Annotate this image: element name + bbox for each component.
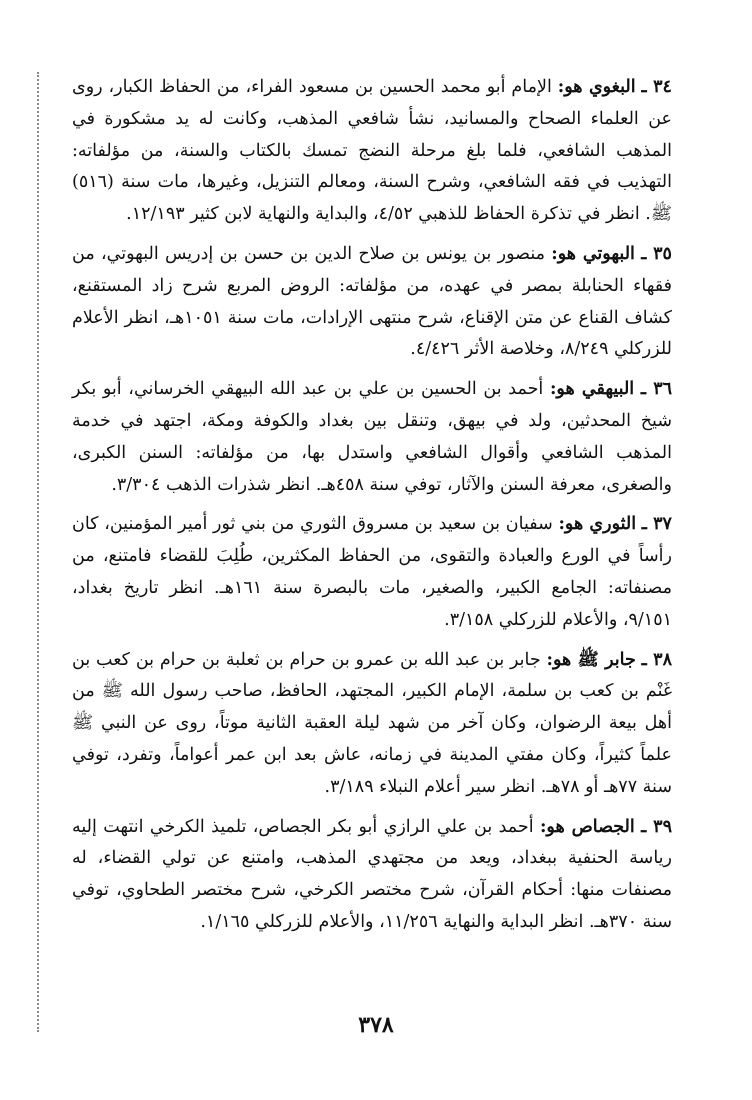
entry-text: أحمد بن علي الرازي أبو بكر الجصاص، تلميذ الكرخي انتهت إليه رياسة الحنفية ببغداد، ويعد من مجتهدي المذهب، وامتنع عن تولي القضاء، له مصنفات منها: أحكام القرآن، شرح مختصر الكرخي، شرح مختصر الطحاوي، توفي سنة ٣٧٠هـ. انظر البداية والنهاية ١١/٢٥٦، والأعلام للزركلي ١/١٦٥. — [72, 816, 672, 932]
entry-number: ٣٧ ـ — [641, 514, 672, 535]
entry-name: البغوي هو: — [557, 77, 636, 97]
entry-34 — [72, 72, 672, 231]
entry-number: ٣٩ ـ — [641, 816, 672, 837]
entry-number: ٣٨ ـ — [641, 649, 672, 670]
entry-number: ٣٤ ـ — [641, 77, 672, 97]
entry-text: الإمام أبو محمد الحسين بن مسعود الفراء، من الحفاظ الكبار، روى عن العلماء الصحاح والمسانيد، نشأ شافعي المذهب، وكانت له يد مشكورة في المذهب الشافعي، فلما بلغ مرحلة النضج تمسك بالكتاب والسنة، من مؤلفاته: التهذيب في فقه الشافعي، وشرح السنة، ومعالم التنزيل، وغيرها، مات سنة (٥١٦) ﷺ. انظر في تذكرة الحفاظ للذهبي ٤/٥٢، والبداية والنهاية لابن كثير ١٢/١٩٣. — [72, 77, 672, 225]
entry-name: البهوتي هو: — [551, 243, 635, 264]
entry-37 — [72, 509, 672, 636]
page-number: ٣٧٨ — [358, 1012, 394, 1038]
entry-39 — [72, 812, 672, 939]
entry-36 — [72, 374, 672, 501]
entry-text: أحمد بن الحسين بن علي بن عبد الله البيهقي الخرساني، أبو بكر شيخ المحدثين، ولد في بيهق، وتنقل بين بغداد والكوفة ومكة، اجتهد في خدمة المذهب الشافعي وأقوال الشافعي واستدل بها، من مؤلفاته: السنن الكبرى، والصغرى، معرفة السنن والآثار، توفي سنة ٤٥٨هـ. انظر شذرات الذهب ٣/٣٠٤. — [72, 379, 672, 495]
entry-number: ٣٦ ـ — [640, 379, 672, 400]
entry-38 — [72, 645, 672, 804]
entry-text: جابر بن عبد الله بن عمرو بن حرام بن ثعلبة بن حرام بن كعب بن غَنْم بن كعب بن سلمة، الإمام الكبير، المجتهد، الحافظ، صاحب رسول الله ﷺ من أهل بيعة الرضوان، وكان آخر من شهد ليلة العقبة الثانية موتاً، روى عن النبي ﷺ علماً كثيراً، وكان مفتي المدينة في زمانه، عاش بعد ابن عمر أعواماً، وتفرد، توفي سنة ٧٧هـ أو ٧٨هـ. انظر سير أعلام النبلاء ٣/١٨٩. — [72, 649, 672, 797]
entry-number: ٣٥ ـ — [641, 243, 672, 264]
entry-35 — [72, 239, 672, 366]
entry-name: البيهقي هو: — [549, 379, 635, 400]
entry-text: سفيان بن سعيد بن مسروق الثوري من بني ثور أمير المؤمنين، كان رأساً في الورع والعبادة والتقوى، من الحفاظ المكثرين، طُلِبَ للقضاء فامتنع، من مصنفاته: الجامع الكبير، والصغير، مات بالبصرة سنة ١٦١هـ. انظر تاريخ بغداد، ٩/١٥١، والأعلام للزركلي ٣/١٥٨. — [72, 514, 672, 630]
margin-dotted-rule — [37, 72, 39, 1032]
biography-entries — [72, 72, 672, 947]
entry-name: جابر ﷺ هو: — [546, 649, 636, 670]
entry-text: منصور بن يونس بن صلاح الدين بن حسن بن إدريس البهوتي، من فقهاء الحنابلة بمصر في عهده، من مؤلفاته: الروض المربع شرح زاد المستقنع، كشاف القناع عن متن الإقناع، شرح منتهى الإرادات، مات سنة ١٠٥١هـ، انظر الأعلام للزركلي ٨/٢٤٩، وخلاصة الأثر ٤/٤٢٦. — [72, 243, 672, 360]
entry-name: الجصاص هو: — [539, 816, 635, 837]
entry-name: الثوري هو: — [558, 514, 637, 535]
